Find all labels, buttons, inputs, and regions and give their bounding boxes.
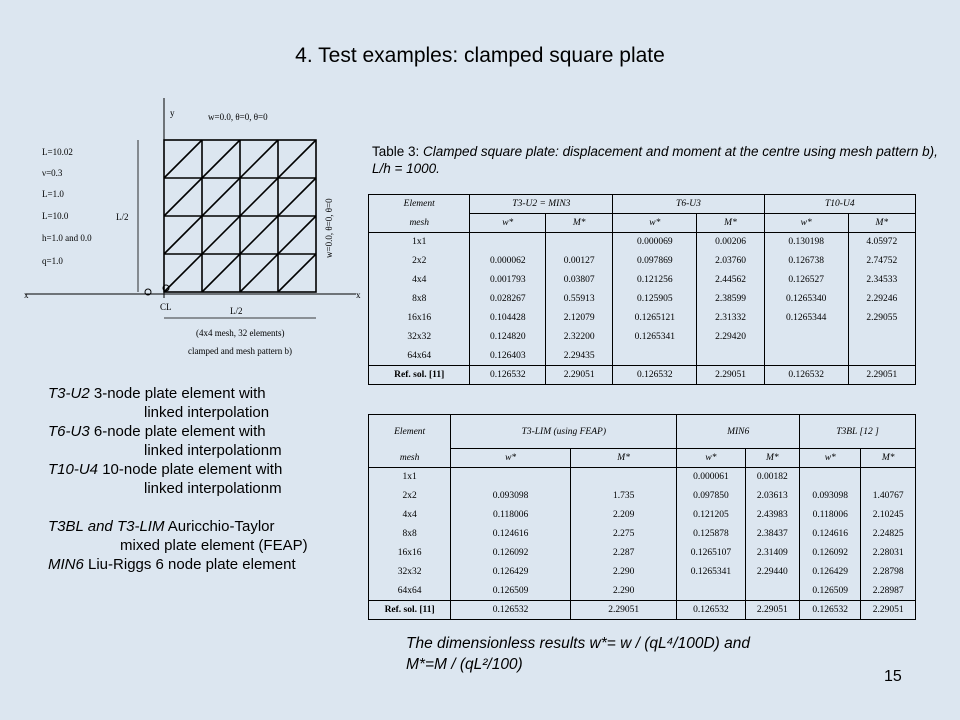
table-row bbox=[369, 563, 916, 582]
y-axis-label: y bbox=[170, 108, 175, 118]
table-row bbox=[369, 290, 916, 309]
value-cell: 2.03613 bbox=[745, 487, 800, 506]
value-cell: 2.29435 bbox=[546, 347, 613, 366]
table-header-row bbox=[369, 195, 916, 214]
value-cell: 1.735 bbox=[570, 487, 676, 506]
value-cell bbox=[745, 582, 800, 601]
value-cell: 0.126092 bbox=[451, 544, 571, 563]
param-3: L=10.0 bbox=[42, 211, 69, 221]
value-cell: 0.097869 bbox=[613, 252, 697, 271]
definition-item bbox=[48, 422, 378, 441]
dim-horizontal-label: L/2 bbox=[230, 306, 243, 316]
value-cell: 0.1265341 bbox=[677, 563, 745, 582]
slide-title: 4. Test examples: clamped square plate bbox=[295, 44, 665, 67]
mesh-cell: 16x16 bbox=[369, 544, 451, 563]
value-cell: 0.124820 bbox=[470, 328, 546, 347]
value-cell: 0.126738 bbox=[764, 252, 848, 271]
value-cell bbox=[764, 328, 848, 347]
def-desc: 10-node plate element with bbox=[98, 461, 283, 478]
header-cell: T3-LIM (using FEAP) bbox=[451, 415, 677, 449]
value-cell: 0.126403 bbox=[470, 347, 546, 366]
value-cell: 0.118006 bbox=[800, 506, 861, 525]
header-cell: T10-U4 bbox=[764, 195, 915, 214]
subheader-cell: M* bbox=[570, 449, 676, 468]
table-subheader-row bbox=[369, 214, 916, 233]
value-cell: 0.55913 bbox=[546, 290, 613, 309]
mesh-cell: 2x2 bbox=[369, 487, 451, 506]
table-row bbox=[369, 309, 916, 328]
subheader-cell: M* bbox=[546, 214, 613, 233]
value-cell: 2.28031 bbox=[861, 544, 916, 563]
norm-line-1: The dimensionless results w*= w / (qL⁴/100D) and bbox=[406, 635, 750, 652]
def-code: T10-U4 bbox=[48, 461, 99, 478]
mesh-cell: 32x32 bbox=[369, 328, 470, 347]
value-cell: 0.125878 bbox=[677, 525, 745, 544]
value-cell: 0.1265107 bbox=[677, 544, 745, 563]
ref-label: Ref. sol. [11] bbox=[369, 366, 470, 385]
value-cell: 2.44562 bbox=[697, 271, 764, 290]
subheader-cell: w* bbox=[470, 214, 546, 233]
subheader-cell: w* bbox=[677, 449, 745, 468]
value-cell: 2.34533 bbox=[848, 271, 915, 290]
mesh-cell: 8x8 bbox=[369, 525, 451, 544]
value-cell: 0.00206 bbox=[697, 233, 764, 252]
ref-cell: 2.29051 bbox=[697, 366, 764, 385]
value-cell: 2.43983 bbox=[745, 506, 800, 525]
table-ref-row bbox=[369, 366, 916, 385]
value-cell bbox=[570, 468, 676, 487]
x-axis-label-right: x bbox=[356, 290, 361, 300]
table-row bbox=[369, 347, 916, 366]
value-cell: 0.093098 bbox=[451, 487, 571, 506]
cl-label: CL bbox=[160, 302, 172, 312]
value-cell: 0.126429 bbox=[451, 563, 571, 582]
caption-lead: Table 3: bbox=[372, 144, 424, 159]
def-cont: linked interpolationm bbox=[144, 480, 282, 497]
value-cell: 0.121205 bbox=[677, 506, 745, 525]
value-cell: 0.124616 bbox=[800, 525, 861, 544]
table-2-body bbox=[369, 468, 916, 601]
mesh-cell: 2x2 bbox=[369, 252, 470, 271]
value-cell: 0.126429 bbox=[800, 563, 861, 582]
element-definitions bbox=[48, 384, 378, 574]
value-cell: 0.126527 bbox=[764, 271, 848, 290]
value-cell: 0.124616 bbox=[451, 525, 571, 544]
table-row bbox=[369, 468, 916, 487]
param-2: L=1.0 bbox=[42, 189, 64, 199]
subheader-cell: M* bbox=[861, 449, 916, 468]
def-cont: linked interpolationm bbox=[144, 442, 282, 459]
table-row bbox=[369, 328, 916, 347]
table-row bbox=[369, 544, 916, 563]
value-cell: 2.29440 bbox=[745, 563, 800, 582]
value-cell: 0.126509 bbox=[451, 582, 571, 601]
def-code: T3BL and T3-LIM bbox=[48, 518, 165, 535]
mesh-cell: 4x4 bbox=[369, 506, 451, 525]
ref-cell: 0.126532 bbox=[764, 366, 848, 385]
value-cell: 2.31409 bbox=[745, 544, 800, 563]
subheader-cell: w* bbox=[764, 214, 848, 233]
page-number: 15 bbox=[884, 668, 902, 685]
value-cell: 2.209 bbox=[570, 506, 676, 525]
table-row bbox=[369, 233, 916, 252]
mesh-cell: 1x1 bbox=[369, 233, 470, 252]
results-table-1 bbox=[368, 194, 916, 385]
subheader-cell: M* bbox=[848, 214, 915, 233]
mesh-cell: 32x32 bbox=[369, 563, 451, 582]
figure-params bbox=[42, 147, 92, 266]
table-ref-row bbox=[369, 601, 916, 620]
def-desc: 3-node plate element with bbox=[89, 385, 266, 402]
value-cell bbox=[800, 468, 861, 487]
table-1-body bbox=[369, 233, 916, 366]
value-cell: 0.000069 bbox=[613, 233, 697, 252]
value-cell: 2.29420 bbox=[697, 328, 764, 347]
subheader-cell: mesh bbox=[369, 214, 470, 233]
norm-line-2: M*=M / (qL²/100) bbox=[406, 656, 523, 673]
table-row bbox=[369, 525, 916, 544]
ref-cell: 0.126532 bbox=[470, 366, 546, 385]
mesh-cell: 8x8 bbox=[369, 290, 470, 309]
value-cell: 2.287 bbox=[570, 544, 676, 563]
value-cell: 0.1265340 bbox=[764, 290, 848, 309]
value-cell: 2.12079 bbox=[546, 309, 613, 328]
def-code: T6-U3 bbox=[48, 423, 90, 440]
header-cell: T3BL [12 ] bbox=[800, 415, 916, 449]
table-row bbox=[369, 582, 916, 601]
table-row bbox=[369, 487, 916, 506]
ref-cell: 2.29051 bbox=[546, 366, 613, 385]
table-row bbox=[369, 252, 916, 271]
value-cell: 1.40767 bbox=[861, 487, 916, 506]
ref-cell: 2.29051 bbox=[848, 366, 915, 385]
value-cell: 0.001793 bbox=[470, 271, 546, 290]
value-cell bbox=[861, 468, 916, 487]
value-cell: 2.275 bbox=[570, 525, 676, 544]
definition-item bbox=[48, 460, 378, 479]
def-code: MIN6 bbox=[48, 556, 84, 573]
value-cell: 0.118006 bbox=[451, 506, 571, 525]
value-cell: 2.290 bbox=[570, 563, 676, 582]
value-cell bbox=[613, 347, 697, 366]
value-cell: 2.24825 bbox=[861, 525, 916, 544]
ref-label: Ref. sol. [11] bbox=[369, 601, 451, 620]
mesh-cell: 4x4 bbox=[369, 271, 470, 290]
value-cell: 2.74752 bbox=[848, 252, 915, 271]
definition-item bbox=[48, 517, 378, 536]
value-cell: 0.000062 bbox=[470, 252, 546, 271]
def-desc: Auricchio-Taylor bbox=[164, 518, 275, 535]
plate-figure bbox=[20, 98, 370, 366]
header-cell: MIN6 bbox=[677, 415, 800, 449]
def-code: T3-U2 bbox=[48, 385, 90, 402]
def-cont: linked interpolation bbox=[144, 404, 270, 421]
ref-cell: 0.126532 bbox=[677, 601, 745, 620]
subheader-cell: M* bbox=[697, 214, 764, 233]
value-cell bbox=[697, 347, 764, 366]
figure-note-1: (4x4 mesh, 32 elements) bbox=[196, 328, 285, 338]
ref-cell: 2.29051 bbox=[745, 601, 800, 620]
value-cell: 4.05972 bbox=[848, 233, 915, 252]
value-cell: 2.32200 bbox=[546, 328, 613, 347]
value-cell bbox=[546, 233, 613, 252]
value-cell: 0.1265341 bbox=[613, 328, 697, 347]
value-cell bbox=[848, 347, 915, 366]
subheader-cell: w* bbox=[451, 449, 571, 468]
ref-cell: 0.126532 bbox=[451, 601, 571, 620]
value-cell: 0.093098 bbox=[800, 487, 861, 506]
value-cell: 0.1265121 bbox=[613, 309, 697, 328]
value-cell: 0.121256 bbox=[613, 271, 697, 290]
table-row bbox=[369, 506, 916, 525]
value-cell: 2.38437 bbox=[745, 525, 800, 544]
bc-top-label: w=0.0, θ=0, θ=0 bbox=[208, 112, 268, 122]
value-cell: 0.000061 bbox=[677, 468, 745, 487]
value-cell: 2.28798 bbox=[861, 563, 916, 582]
x-axis-label-left: x bbox=[24, 290, 29, 300]
mesh-cell: 16x16 bbox=[369, 309, 470, 328]
value-cell bbox=[470, 233, 546, 252]
value-cell: 0.130198 bbox=[764, 233, 848, 252]
subheader-cell: w* bbox=[613, 214, 697, 233]
def-cont: mixed plate element (FEAP) bbox=[120, 537, 308, 554]
table-header-row bbox=[369, 415, 916, 449]
mesh-cell: 1x1 bbox=[369, 468, 451, 487]
value-cell: 2.28987 bbox=[861, 582, 916, 601]
subheader-cell: mesh bbox=[369, 449, 451, 468]
ref-cell: 0.126532 bbox=[613, 366, 697, 385]
def-desc: 6-node plate element with bbox=[89, 423, 266, 440]
value-cell bbox=[848, 328, 915, 347]
mesh-cell: 64x64 bbox=[369, 582, 451, 601]
table-subheader-row bbox=[369, 449, 916, 468]
value-cell: 0.03807 bbox=[546, 271, 613, 290]
param-5: q=1.0 bbox=[42, 256, 63, 266]
value-cell: 0.097850 bbox=[677, 487, 745, 506]
value-cell: 0.125905 bbox=[613, 290, 697, 309]
value-cell: 0.1265344 bbox=[764, 309, 848, 328]
value-cell: 0.028267 bbox=[470, 290, 546, 309]
value-cell: 2.38599 bbox=[697, 290, 764, 309]
subheader-cell: w* bbox=[800, 449, 861, 468]
param-4: h=1.0 and 0.0 bbox=[42, 233, 92, 243]
value-cell: 0.126509 bbox=[800, 582, 861, 601]
ref-cell: 2.29051 bbox=[570, 601, 676, 620]
value-cell: 2.03760 bbox=[697, 252, 764, 271]
ref-cell: 2.29051 bbox=[861, 601, 916, 620]
value-cell: 0.00182 bbox=[745, 468, 800, 487]
figure-note-2: clamped and mesh pattern b) bbox=[188, 346, 292, 356]
value-cell: 0.00127 bbox=[546, 252, 613, 271]
value-cell: 2.29246 bbox=[848, 290, 915, 309]
definition-item bbox=[48, 555, 378, 574]
table-caption bbox=[372, 143, 952, 177]
subheader-cell: M* bbox=[745, 449, 800, 468]
value-cell: 2.31332 bbox=[697, 309, 764, 328]
param-0: L=10.02 bbox=[42, 147, 73, 157]
value-cell: 0.126092 bbox=[800, 544, 861, 563]
normalization-note bbox=[406, 633, 750, 675]
header-cell: T3-U2 = MIN3 bbox=[470, 195, 613, 214]
value-cell: 2.10245 bbox=[861, 506, 916, 525]
value-cell bbox=[677, 582, 745, 601]
table-row bbox=[369, 271, 916, 290]
ref-cell: 0.126532 bbox=[800, 601, 861, 620]
bc-right-label: w=0.0, θ=0, θ=0 bbox=[324, 198, 334, 258]
def-spacer bbox=[48, 498, 378, 517]
value-cell: 2.29055 bbox=[848, 309, 915, 328]
def-desc: Liu-Riggs 6 node plate element bbox=[83, 556, 296, 573]
value-cell: 0.104428 bbox=[470, 309, 546, 328]
mesh-grid bbox=[164, 140, 316, 292]
header-cell: Element bbox=[369, 195, 470, 214]
mesh-cell: 64x64 bbox=[369, 347, 470, 366]
results-table-2 bbox=[368, 414, 916, 620]
dim-vertical-label: L/2 bbox=[116, 212, 129, 222]
param-1: ν=0.3 bbox=[42, 168, 63, 178]
value-cell bbox=[451, 468, 571, 487]
value-cell: 2.290 bbox=[570, 582, 676, 601]
header-cell: Element bbox=[369, 415, 451, 449]
header-cell: T6-U3 bbox=[613, 195, 764, 214]
caption-text: Clamped square plate: displacement and moment at the centre using mesh pattern b), L/h = 1000. bbox=[372, 144, 938, 176]
definition-item bbox=[48, 384, 378, 403]
value-cell bbox=[764, 347, 848, 366]
